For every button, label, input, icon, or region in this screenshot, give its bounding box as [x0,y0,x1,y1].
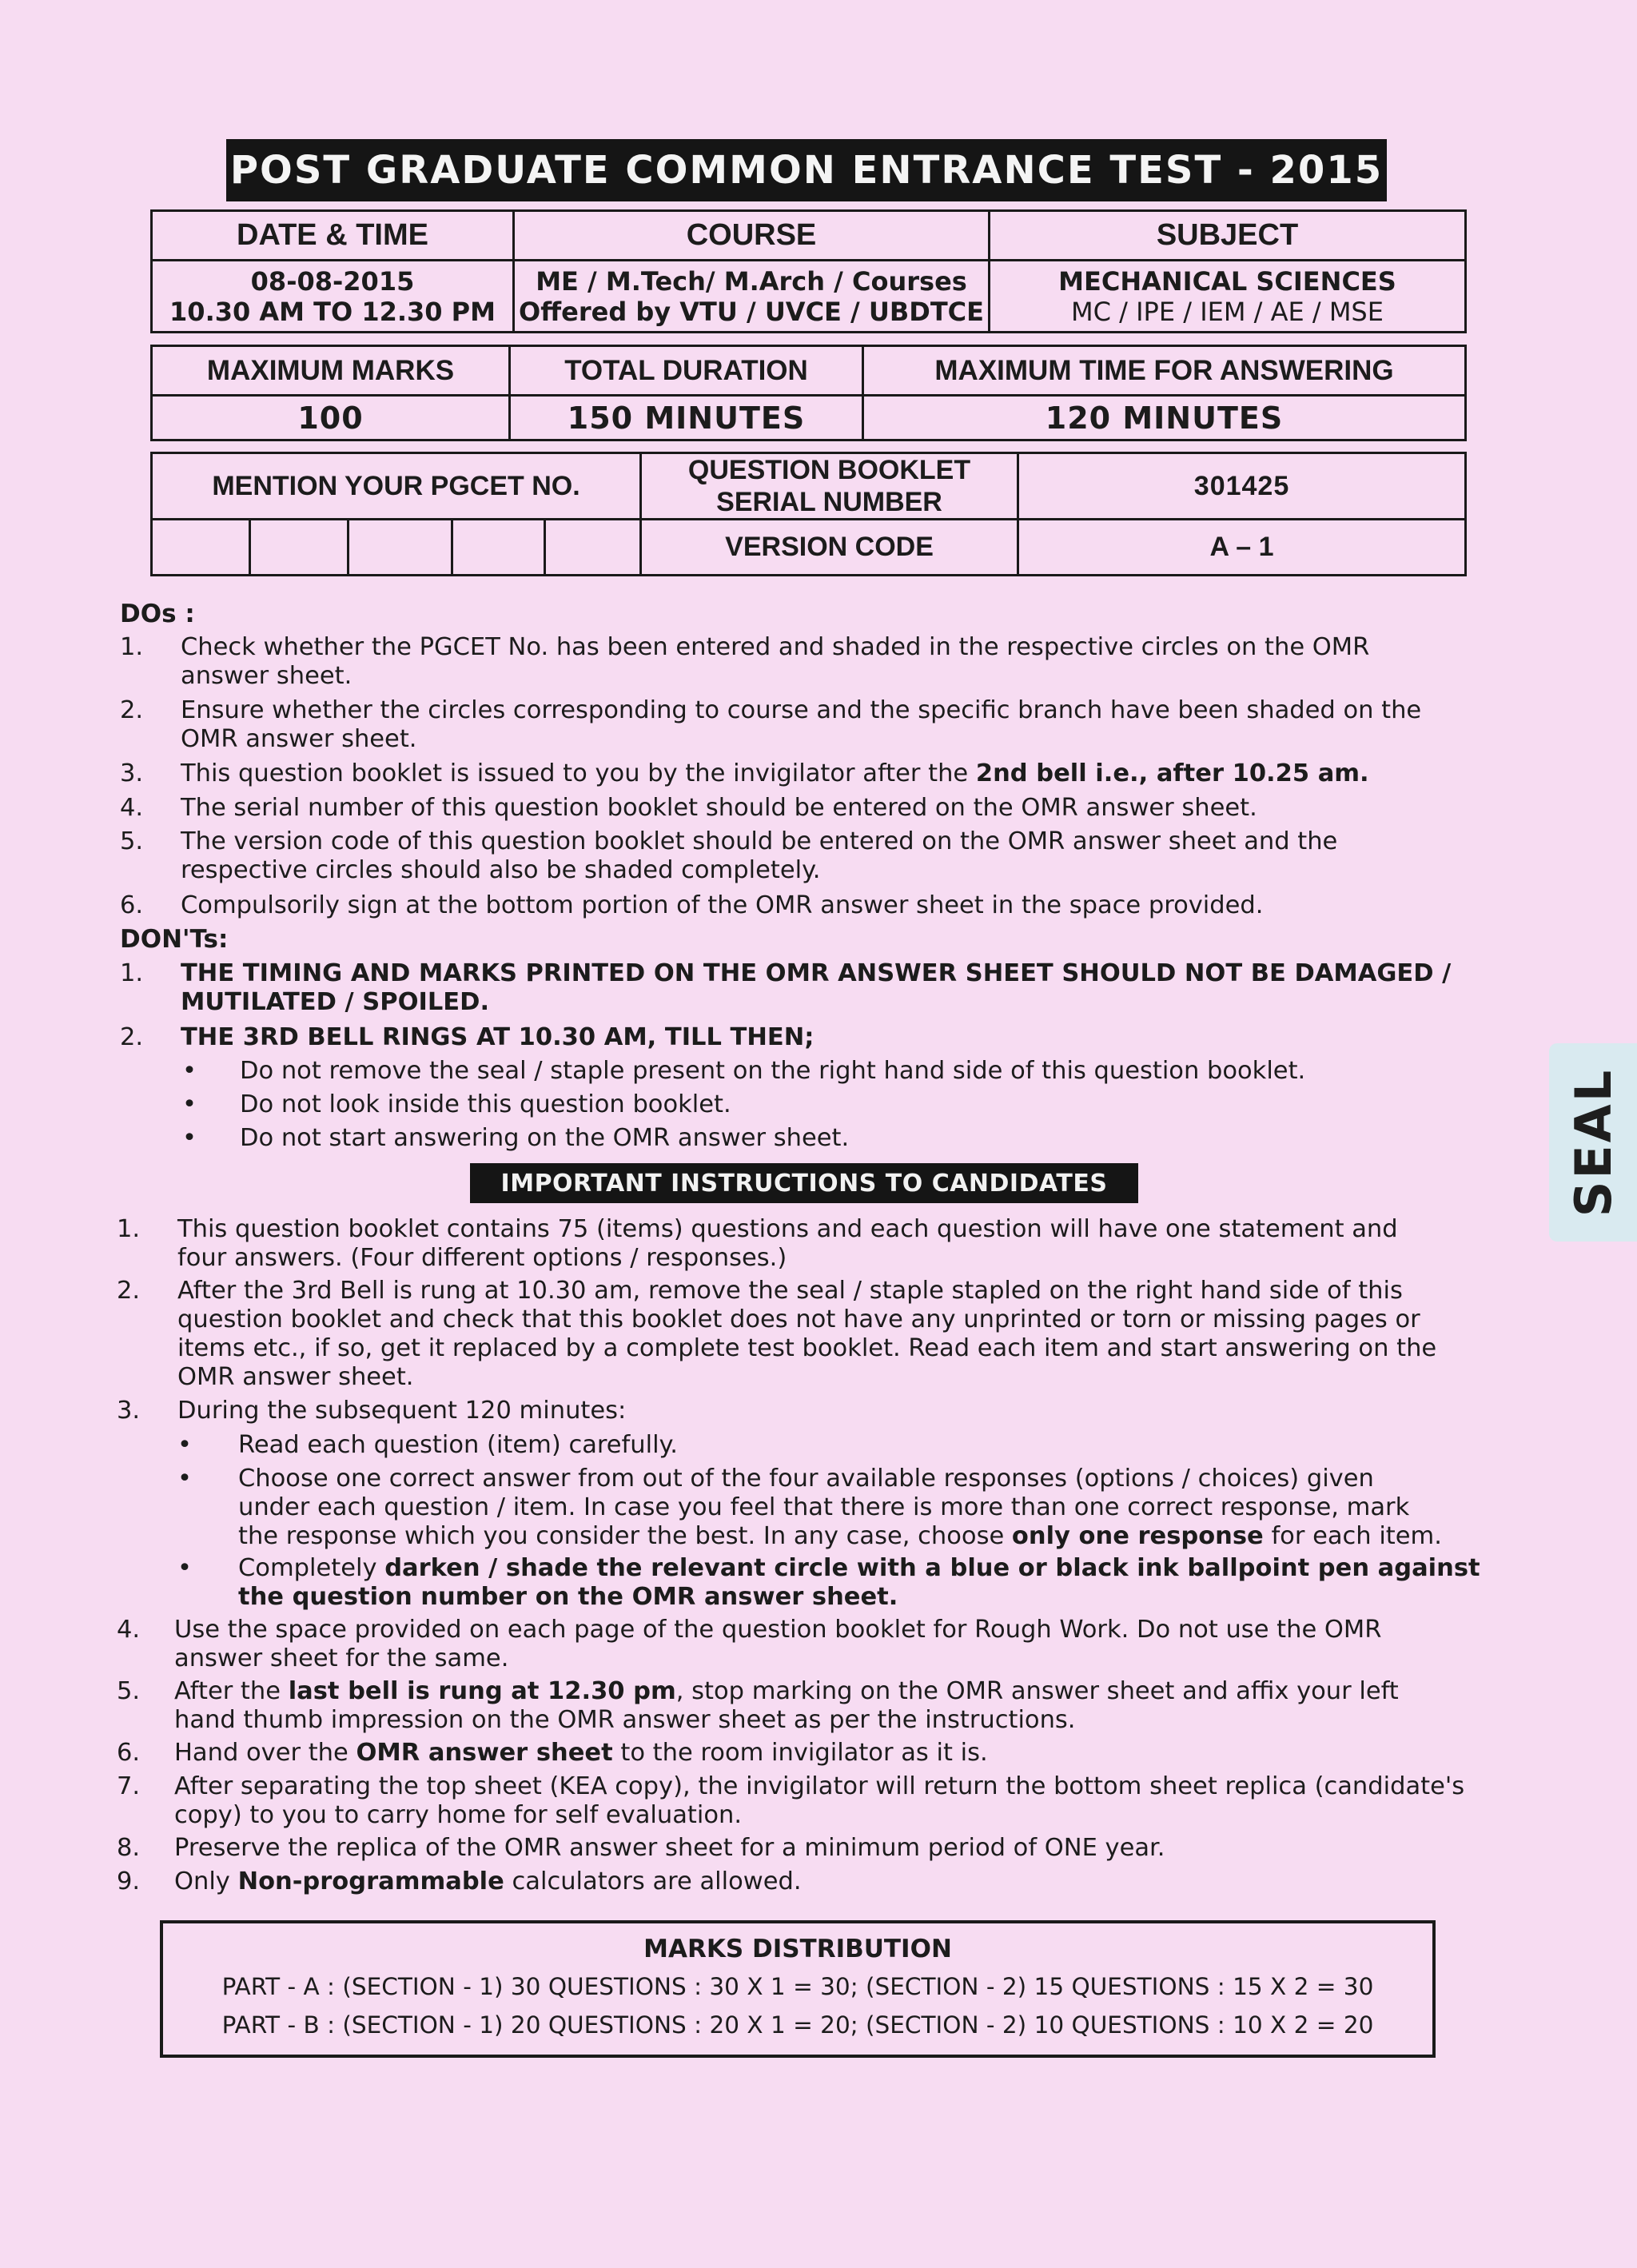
bullet-icon: • [177,1431,192,1459]
version-code-value: A – 1 [1018,520,1466,576]
total-duration-value: 150 MINUTES [510,396,863,440]
subject-branches: MC / IPE / IEM / AE / MSE [1071,296,1384,327]
item-text-cont: hand thumb impression on the OMR answer sheet as per the instructions. [174,1706,1076,1734]
item-number: 9. [117,1867,141,1895]
marks-distribution-box [160,1920,1436,2058]
max-marks-value: 100 [152,396,510,440]
item-number: 6. [117,1739,141,1767]
item-text-cont: copy) to you to carry home for self evaluation. [174,1801,743,1829]
item-text-cont: four answers. (Four different options / responses.) [177,1244,787,1272]
item-text-cont: MUTILATED / SPOILED. [181,988,490,1016]
text-plain: Hand over the [174,1739,356,1767]
course-line-1: ME / M.Tech/ M.Arch / Courses [536,265,967,297]
pgcet-digit-box[interactable] [152,520,250,576]
text-plain: , stop marking on the OMR answer sheet and affix your left [675,1677,1399,1705]
item-text-cont: answer sheet. [181,662,352,690]
item-text-cont: answer sheet for the same. [174,1644,509,1672]
item-number: 4. [120,794,144,822]
date-time-header: DATE & TIME [152,211,514,261]
text-bold: only one response [1011,1522,1264,1550]
bullet-text-cont: the question number on the OMR answer sheet. [238,1583,898,1611]
bullet-text: Read each question (item) carefully. [238,1431,678,1459]
item-number: 5. [117,1677,141,1705]
bullet-text [238,1554,1480,1583]
item-number: 1. [120,633,144,661]
dos-heading: DOs : [120,600,195,628]
marks-part-a: PART - A : (SECTION - 1) 30 QUESTIONS : 30 X 1 = 30; (SECTION - 2) 15 QUESTIONS : 15 X 2 = 30 [221,1973,1374,2000]
bullet-icon: • [177,1554,192,1582]
exam-date: 08-08-2015 [250,265,415,297]
item-text [174,1739,988,1768]
item-number: 4. [117,1616,141,1644]
item-number: 5. [120,827,144,855]
text-plain: to the room invigilator as it is. [612,1739,988,1767]
donts-heading: DON'Ts: [120,925,229,954]
item-text-cont: OMR answer sheet. [177,1363,414,1391]
item-text: THE 3RD BELL RINGS AT 10.30 AM, TILL THEN; [181,1023,815,1051]
bullet-icon: • [177,1465,192,1493]
text-plain: for each item. [1263,1522,1442,1550]
item-text [174,1867,802,1896]
text-plain: After the [174,1677,289,1705]
max-marks-label: MAXIMUM MARKS [152,346,510,396]
item-text-cont: items etc., if so, get it replaced by a complete test booklet. Read each item and start answering on the [177,1334,1437,1362]
date-time-cell [152,261,514,333]
item-text: Ensure whether the circles corresponding to course and the specific branch have been shaded on the [181,696,1422,724]
item-text-cont: OMR answer sheet. [181,725,417,753]
item-text: Check whether the PGCET No. has been entered and shaded in the respective circles on the OMR [181,633,1370,661]
item-text-bold: 2nd bell i.e., after 10.25 am. [975,759,1369,787]
item-number: 3. [117,1397,141,1425]
bullet-text-cont [238,1522,1442,1551]
bullet-text: Do not remove the seal / staple present on the right hand side of this question booklet. [240,1057,1306,1085]
seal-tab [1549,1043,1637,1242]
serial-number-value: 301425 [1018,453,1466,520]
item-number: 6. [120,891,144,919]
text-bold: darken / shade the relevant circle with a blue or black ink ballpoint pen against [384,1554,1480,1582]
text-plain: the response which you consider the best. In any case, choose [238,1522,1012,1550]
pgcet-digit-box[interactable] [349,520,452,576]
subject-header: SUBJECT [990,211,1466,261]
item-number: 1. [120,959,144,987]
exam-info-table [150,209,1467,333]
bullet-icon: • [182,1057,197,1085]
bullet-icon: • [182,1090,197,1118]
total-duration-label: TOTAL DURATION [510,346,863,396]
item-text: The version code of this question booklet should be entered on the OMR answer sheet and the [181,827,1338,855]
pgcet-digit-box[interactable] [545,520,641,576]
item-number: 7. [117,1772,141,1800]
course-header: COURSE [514,211,990,261]
item-number: 1. [117,1215,141,1243]
item-text: Use the space provided on each page of the question booklet for Rough Work. Do not use the OMR [174,1616,1382,1644]
bullet-text: Do not look inside this question booklet. [240,1090,731,1118]
text-plain: Completely [238,1554,385,1582]
subject-cell [990,261,1466,333]
item-text: After the 3rd Bell is rung at 10.30 am, remove the seal / staple stapled on the right hand side of this [177,1277,1403,1305]
bullet-text: Do not start answering on the OMR answer sheet. [240,1124,850,1152]
text-bold: Non-programmable [237,1867,504,1895]
item-text-cont: question booklet and check that this booklet does not have any unprinted or torn or missing pages or [177,1305,1420,1333]
text-plain: calculators are allowed. [504,1867,802,1895]
course-cell [514,261,990,333]
marks-duration-table [150,345,1467,441]
exam-title: POST GRADUATE COMMON ENTRANCE TEST - 2015 [226,139,1387,201]
pgcet-number-label: MENTION YOUR PGCET NO. [152,453,641,520]
seal-label: SEAL [1563,1067,1623,1218]
serial-number-label [641,453,1018,520]
bullet-text-cont: under each question / item. In case you feel that there is more than one correct response, mark [238,1493,1410,1521]
serial-label-line-2: SERIAL NUMBER [716,487,942,517]
item-number: 2. [120,696,144,724]
item-number: 2. [117,1277,141,1305]
booklet-info-table [150,452,1467,576]
item-text-plain: This question booklet is issued to you by the invigilator after the [181,759,976,787]
serial-label-line-1: QUESTION BOOKLET [687,455,971,485]
pgcet-digit-box[interactable] [250,520,349,576]
text-bold: OMR answer sheet [356,1739,613,1767]
item-text: THE TIMING AND MARKS PRINTED ON THE OMR ANSWER SHEET SHOULD NOT BE DAMAGED / [181,959,1452,987]
item-number: 2. [120,1023,144,1051]
item-text: After separating the top sheet (KEA copy), the invigilator will return the bottom sheet replica (candidate's [174,1772,1465,1800]
marks-distribution-heading: MARKS DISTRIBUTION [643,1935,952,1963]
exam-time: 10.30 AM TO 12.30 PM [169,296,496,327]
item-text [181,759,1369,788]
important-instructions-heading: IMPORTANT INSTRUCTIONS TO CANDIDATES [470,1163,1138,1203]
item-text: The serial number of this question booklet should be entered on the OMR answer sheet. [181,794,1257,822]
version-code-label: VERSION CODE [641,520,1018,576]
text-bold: last bell is rung at 12.30 pm [288,1677,676,1705]
item-text: Preserve the replica of the OMR answer sheet for a minimum period of ONE year. [174,1834,1165,1862]
course-line-2: Offered by VTU / UVCE / UBDTCE [519,296,984,327]
max-time-label: MAXIMUM TIME FOR ANSWERING [863,346,1466,396]
item-number: 3. [120,759,144,787]
marks-part-b: PART - B : (SECTION - 1) 20 QUESTIONS : 20 X 1 = 20; (SECTION - 2) 10 QUESTIONS : 10 X 2 = 20 [221,2011,1374,2039]
bullet-text: Choose one correct answer from out of the four available responses (options / choices) given [238,1465,1374,1493]
pgcet-digit-box[interactable] [452,520,545,576]
item-text: This question booklet contains 75 (items) questions and each question will have one statement and [177,1215,1398,1243]
item-text: Compulsorily sign at the bottom portion of the OMR answer sheet in the space provided. [181,891,1264,919]
text-plain: Only [174,1867,238,1895]
item-text: During the subsequent 120 minutes: [177,1397,627,1425]
bullet-icon: • [182,1124,197,1152]
max-time-value: 120 MINUTES [863,396,1466,440]
item-text [174,1677,1399,1706]
item-text-cont: respective circles should also be shaded completely. [181,856,821,884]
subject-name: MECHANICAL SCIENCES [1058,265,1396,297]
item-number: 8. [117,1834,141,1862]
